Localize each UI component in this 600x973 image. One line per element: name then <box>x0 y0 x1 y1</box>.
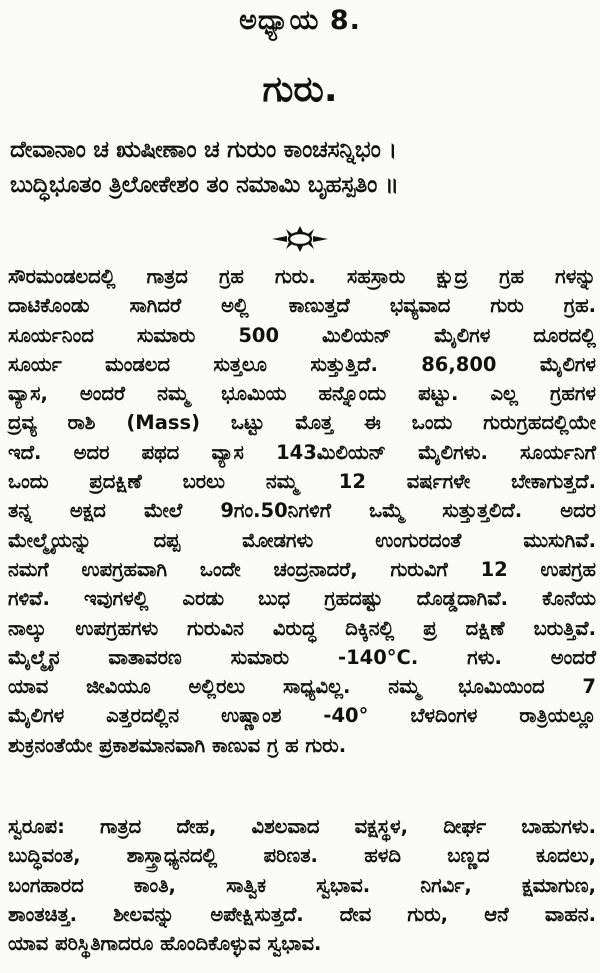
text-line: ತನ್ನ ಅಕ್ಷದ ಮೇಲೆ 9ಗಂ.50ನಿಗಳಿಗೆ ಒಮ್ಮೆ ಸುತ್ತುತ್ತಲಿದೆ. ಅದರ <box>8 499 596 523</box>
text-line: ಸೂರ್ಯ ಮಂಡಲದ ಸುತ್ತಲೂ ಸುತ್ತುತ್ತಿದೆ. 86,800 ಮೈಲಿಗಳ <box>8 352 596 376</box>
text-line: ಮೇಲ್ಮೈಯನ್ನು ದಪ್ಪ ಮೋಡಗಳು ಉಂಗುರದಂತೆ ಮುಸುಗಿವೆ. <box>8 528 596 552</box>
text-line: ಇದೆ. ಅದರ ಪಥದ ವ್ಯಾಸ 143ಮಿಲಿಯನ್ ಮೈಲಿಗಳು. ಸೂರ್ಯನಿಗೆ <box>8 440 596 464</box>
sun-ornament-icon <box>272 226 328 252</box>
text-line: ನಮಗೆ ಉಪಗ್ರಹವಾಗಿ ಒಂದೇ ಚಂದ್ರನಾದರೆ, ಗುರುವಿಗೆ 12 ಉಪಗ್ರಹ <box>8 557 596 581</box>
text-line: ವ್ಯಾಸ, ಅಂದರೆ ನಮ್ಮ ಭೂಮಿಯ ಹನ್ನೊಂದು ಪಟ್ಟು. ಎಲ್ಲ ಗ್ರಹಗಳ <box>8 382 596 406</box>
text-line: ಒಂದು ಪ್ರದಕ್ಷಿಣೆ ಬರಲು ನಮ್ಮ 12 ವರ್ಷಗಳೇ ಬೇಕಾಗುತ್ತದೆ. <box>8 470 596 494</box>
text-line: ಗಳಿವೆ. ಇವುಗಳಲ್ಲಿ ಎರಡು ಬುಧ ಗ್ರಹದಷ್ಟು ದೊಡ್ಡದಾಗಿವೆ. ಕೊನೆಯ <box>8 587 596 611</box>
text-line: ಯಾವ ಪರಿಸ್ಥಿತಿಗಾದರೂ ಹೊಂದಿಕೊಳ್ಳುವ ಸ್ವಭಾವ. <box>8 932 322 956</box>
text-line: ಮೈಲಿಗಳ ಎತ್ತರದಲ್ಲಿನ ಉಷ್ಣಾಂಶ -40° ಬೆಳದಿಂಗಳ ರಾತ್ರಿಯಲ್ಲೂ <box>8 704 596 728</box>
page-title: ಗುರು. <box>262 69 338 110</box>
shloka-line-2: ಬುದ್ಧಿಭೂತಂ ತ್ರಿಲೋಕೇಶಂ ತಂ ನಮಾಮಿ ಬೃಹಸ್ಪತಿಂ ॥ <box>10 172 399 198</box>
text-line: ನಾಲ್ಕು ಉಪಗ್ರಹಗಳು ಗುರುವಿನ ವಿರುದ್ಧ ದಿಕ್ಕಿನಲ್ಲಿ ಪ್ರ ದಕ್ಷಿಣೆ ಬರುತ್ತಿವೆ. <box>8 616 596 640</box>
text-line: ದ್ರವ್ಯ ರಾಶಿ (Mass) ಒಟ್ಟು ಮೊತ್ತ ಈ ಒಂದು ಗುರುಗ್ರಹದಲ್ಲಿಯೇ <box>8 411 596 435</box>
text-line-rest: ಗಾತ್ರದ ದೇಹ, ವಿಶಲವಾದ ವಕ್ಷಸ್ಥಳ, ದೀರ್ಘ ಬಾಹುಗಳು. <box>64 815 596 838</box>
text-line: ಸೂರ್ಯನಿಂದ ಸುಮಾರು 500 ಮಿಲಿಯನ್ ಮೈಲಿಗಳ ದೂರದಲ್ಲಿ <box>8 323 596 347</box>
text-line: ಯಾವ ಜೀವಿಯೂ ಅಲ್ಲಿರಲು ಸಾಧ್ಯವಿಲ್ಲ. ನಮ್ಮ ಭೂಮಿಯಿಂದ 7 <box>8 675 596 699</box>
text-line: ಸೌರಮಂಡಲದಲ್ಲಿ ಗಾತ್ರದ ಗ್ರಹ ಗುರು. ಸಹಸ್ರಾರು ಕ್ಷುದ್ರ ಗ್ರಹ ಗಳನ್ನು <box>8 265 596 288</box>
text-line: ದಾಟಿಕೊಂಡು ಸಾಗಿದರೆ ಅಲ್ಲಿ ಕಾಣುತ್ತದೆ ಭವ್ಯವಾದ ಗುರು ಗ್ರಹ. <box>8 294 596 318</box>
paragraph-nature <box>8 812 596 958</box>
shloka-line-1: ದೇವಾನಾಂ ಚ ಋಷೀಣಾಂ ಚ ಗುರುಂ ಕಾಂಚಸನ್ನಿಭಂ । <box>10 137 397 163</box>
text-line: ಶಾಂತಚಿತ್ತ. ಶೀಲವನ್ನು ಅಪೇಕ್ಷಿಸುತ್ತದೆ. ದೇವ ಗುರು, ಆನೆ ವಾಹನ. <box>8 902 596 926</box>
paragraph-description <box>8 262 596 760</box>
text-line: ಬಂಗಹಾರದ ಕಾಂತಿ, ಸಾತ್ವಿಕ ಸ್ವಭಾವ. ನಿಗರ್ವಿ, ಕ್ಷಮಾಗುಣ, <box>8 873 596 897</box>
text-line: ಶುಕ್ರನಂತೆಯೇ ಪ್ರಕಾಶಮಾನವಾಗಿ ಕಾಣುವ ಗ್ರ ಹ ಗುರು. <box>8 733 347 757</box>
chapter-heading: ಅಧ್ಯಾಯ 8. <box>239 5 361 36</box>
section-label: ಸ್ವರೂಪ: <box>8 815 65 838</box>
text-line-first <box>8 812 596 841</box>
text-line: ಬುದ್ಧಿವಂತ, ಶಾಸ್ತ್ರಾಧ್ಯನದಲ್ಲಿ ಪರಿಣತ. ಹಳದಿ ಬಣ್ಣದ ಕೂದಲು, <box>8 844 596 868</box>
text-line: ಮೈಲ್ಮೈನ ವಾತಾವರಣ ಸುಮಾರು -140°C. ಗಳು. ಅಂದರೆ <box>8 645 596 669</box>
